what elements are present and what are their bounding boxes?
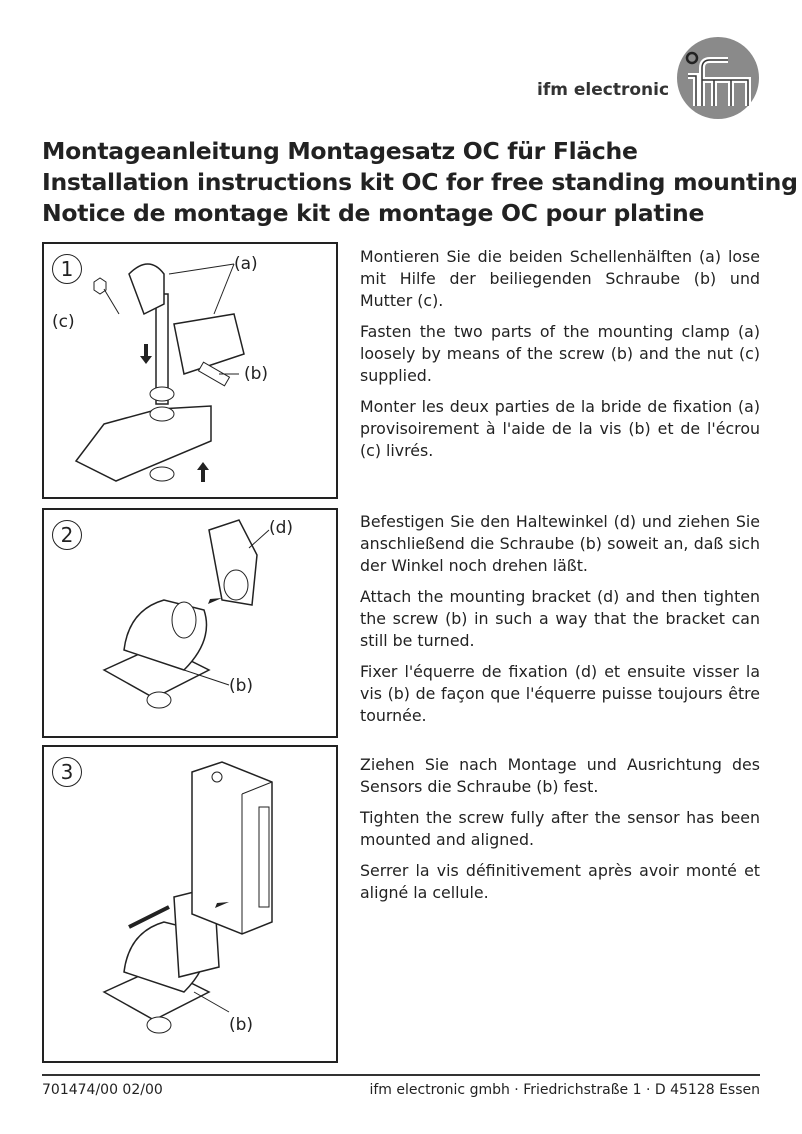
title-de: Montageanleitung Montagesatz OC für Fläche [42, 137, 638, 165]
label-b: (b) [229, 1015, 254, 1035]
page-titles [42, 136, 798, 229]
label-b: (b) [229, 676, 254, 696]
step-1-de: Montieren Sie die beiden Schellenhälften (a) lose mit Hilfe der beiliegenden Schraube (b) und Mutter (c). [360, 247, 760, 310]
figure-step-3 [42, 745, 338, 1063]
title-fr: Notice de montage kit de montage OC pour platine [42, 199, 705, 227]
step-3-text [360, 754, 760, 913]
label-a: (a) [234, 254, 258, 274]
step-2-de: Befestigen Sie den Haltewinkel (d) und ziehen Sie anschließend die Schraube (b) soweit an, daß sich der Winkel noch drehen läßt. [360, 512, 760, 575]
label-c: (c) [52, 312, 75, 332]
step-number: 3 [52, 757, 82, 787]
step-1-en: Fasten the two parts of the mounting clamp (a) loosely by means of the screw (b) and the nut (c) supplied. [360, 322, 760, 385]
step-2-fr: Fixer l'équerre de fixation (d) et ensuite visser la vis (b) de façon que l'équerre puisse toujours être tournée. [360, 662, 760, 725]
brand-name: ifm electronic [537, 80, 670, 100]
step-3-de: Ziehen Sie nach Montage und Ausrichtung des Sensors die Schraube (b) fest. [360, 755, 760, 796]
title-en: Installation instructions kit OC for free standing mounting [42, 168, 798, 196]
clamp-assembly-drawing [44, 244, 336, 497]
step-3-fr: Serrer la vis définitivement après avoir monté et aligné la cellule. [360, 861, 760, 902]
step-1-fr: Monter les deux parties de la bride de fixation (a) provisoirement à l'aide de la vis (b) et de l'écrou (c) livrés. [360, 397, 760, 460]
figure-step-2 [42, 508, 338, 738]
sensor-mounting-drawing [44, 747, 336, 1061]
footer-divider [42, 1074, 760, 1076]
figure-step-1 [42, 242, 338, 499]
label-b: (b) [244, 364, 269, 384]
bracket-attachment-drawing [44, 510, 336, 736]
company-address: ifm electronic gmbh · Friedrichstraße 1 · D 45128 Essen [369, 1082, 760, 1098]
document-number: 701474/00 02/00 [42, 1082, 163, 1098]
ifm-logo [676, 36, 760, 120]
step-number: 2 [52, 520, 82, 550]
step-3-en: Tighten the screw fully after the sensor has been mounted and aligned. [360, 808, 760, 849]
step-2-text [360, 511, 760, 736]
step-1-text [360, 246, 760, 471]
step-2-en: Attach the mounting bracket (d) and then tighten the screw (b) in such a way that the bracket can still be turned. [360, 587, 760, 650]
step-number: 1 [52, 254, 82, 284]
label-d: (d) [269, 518, 294, 538]
